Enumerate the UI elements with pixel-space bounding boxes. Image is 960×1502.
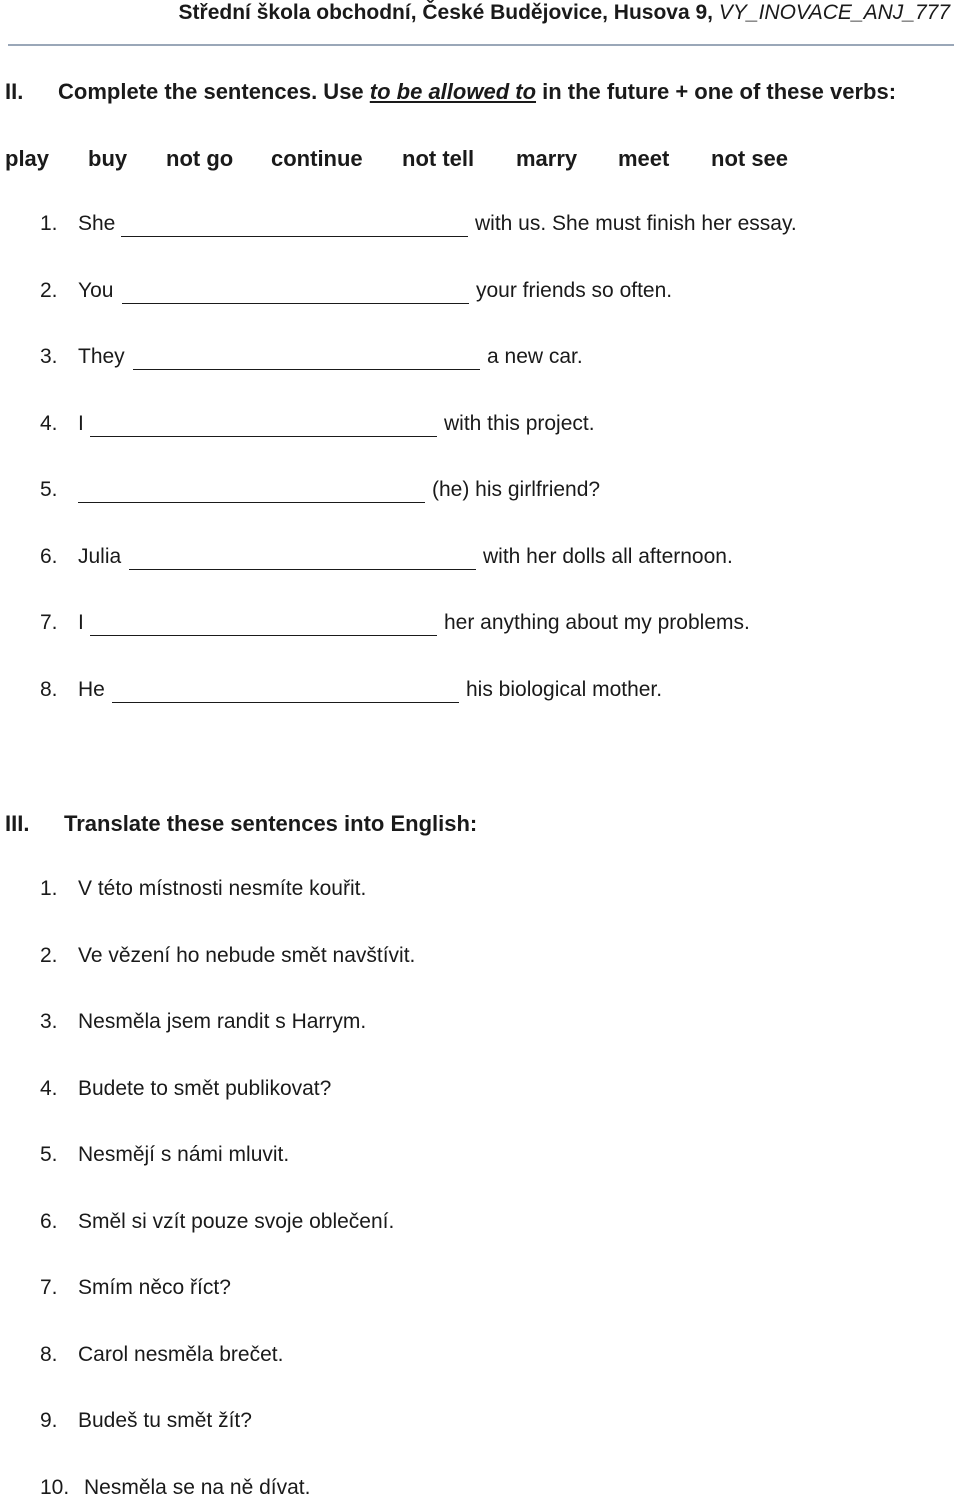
verb-play: play bbox=[5, 146, 50, 171]
translation-item bbox=[40, 1409, 252, 1433]
translation-item bbox=[40, 1077, 332, 1101]
item-number: 6. bbox=[40, 1210, 58, 1233]
translation-item bbox=[40, 1010, 367, 1034]
item-rest: with her dolls all afternoon. bbox=[483, 545, 733, 568]
item-rest: with us. She must finish her essay. bbox=[475, 212, 797, 235]
verb-continue: continue bbox=[271, 146, 363, 171]
item-number: 5. bbox=[40, 1143, 58, 1166]
header-code: VY_INOVACE_ANJ_777 bbox=[718, 1, 950, 24]
item-number: 4. bbox=[40, 412, 58, 435]
item-number: 3. bbox=[40, 345, 58, 368]
item-number: 1. bbox=[40, 877, 58, 900]
item-number: 7. bbox=[40, 611, 58, 634]
translation-item bbox=[40, 1143, 290, 1167]
exercise2-instruction-phrase: to be allowed to bbox=[369, 79, 537, 104]
translation-item bbox=[40, 1343, 284, 1367]
item-number: 7. bbox=[40, 1276, 58, 1299]
item-number: 6. bbox=[40, 545, 58, 568]
item-number: 1. bbox=[40, 212, 58, 235]
exercise2-heading bbox=[5, 79, 896, 105]
item-number: 8. bbox=[40, 1343, 58, 1366]
verb-marry: marry bbox=[516, 146, 578, 171]
item-text: Nesmějí s námi mluvit. bbox=[78, 1143, 290, 1166]
header-rule bbox=[8, 44, 954, 46]
item-subject: He bbox=[78, 678, 105, 701]
item-rest: a new car. bbox=[487, 345, 583, 368]
item-number: 5. bbox=[40, 478, 58, 501]
answer-blank[interactable] bbox=[129, 569, 476, 570]
answer-blank[interactable] bbox=[78, 502, 425, 503]
item-number: 2. bbox=[40, 944, 58, 967]
page-header bbox=[179, 1, 950, 25]
item-rest: her anything about my problems. bbox=[444, 611, 750, 634]
exercise3-instruction: Translate these sentences into English: bbox=[64, 811, 478, 836]
item-subject: They bbox=[78, 345, 125, 368]
translation-item bbox=[40, 944, 416, 968]
item-text: Ve vězení ho nebude smět navštívit. bbox=[78, 944, 416, 967]
item-rest: (he) his girlfriend? bbox=[432, 478, 601, 501]
item-number: 10. bbox=[40, 1476, 70, 1499]
verb-not-go: not go bbox=[166, 146, 234, 171]
item-number: 8. bbox=[40, 678, 58, 701]
answer-blank[interactable] bbox=[122, 303, 469, 304]
item-subject: I bbox=[78, 412, 84, 435]
item-subject: She bbox=[78, 212, 116, 235]
exercise3-heading bbox=[5, 811, 477, 837]
exercise2-instruction-pre: Complete the sentences. Use bbox=[58, 79, 370, 104]
item-rest: with this project. bbox=[444, 412, 595, 435]
item-rest: your friends so often. bbox=[476, 279, 673, 302]
verb-not-see: not see bbox=[711, 146, 789, 171]
verb-meet: meet bbox=[618, 146, 670, 171]
item-text: Směl si vzít pouze svoje oblečení. bbox=[78, 1210, 395, 1233]
translation-item bbox=[40, 1476, 311, 1500]
answer-blank[interactable] bbox=[121, 236, 468, 237]
answer-blank[interactable] bbox=[90, 436, 437, 437]
translation-item bbox=[40, 877, 367, 901]
item-text: Carol nesměla brečet. bbox=[78, 1343, 284, 1366]
header-school: Střední škola obchodní, České Budějovice, Husova 9, bbox=[178, 1, 714, 24]
exercise2-number: II. bbox=[5, 79, 24, 104]
item-number: 2. bbox=[40, 279, 58, 302]
answer-blank[interactable] bbox=[133, 369, 480, 370]
item-subject: I bbox=[78, 611, 84, 634]
item-text: V této místnosti nesmíte kouřit. bbox=[78, 877, 367, 900]
verb-buy: buy bbox=[88, 146, 128, 171]
item-subject: Julia bbox=[78, 545, 122, 568]
item-number: 9. bbox=[40, 1409, 58, 1432]
item-subject: You bbox=[78, 279, 114, 302]
item-number: 4. bbox=[40, 1077, 58, 1100]
item-text: Nesměla se na ně dívat. bbox=[84, 1476, 311, 1499]
exercise3-number: III. bbox=[5, 811, 30, 836]
item-text: Smím něco říct? bbox=[78, 1276, 231, 1299]
answer-blank[interactable] bbox=[112, 702, 459, 703]
translation-item bbox=[40, 1276, 231, 1300]
answer-blank[interactable] bbox=[90, 635, 437, 636]
translation-item bbox=[40, 1210, 395, 1234]
item-number: 3. bbox=[40, 1010, 58, 1033]
exercise2-instruction-post: in the future + one of these verbs: bbox=[536, 79, 897, 104]
item-text: Budete to smět publikovat? bbox=[78, 1077, 332, 1100]
item-text: Nesměla jsem randit s Harrym. bbox=[78, 1010, 367, 1033]
verb-not-tell: not tell bbox=[402, 146, 475, 171]
item-text: Budeš tu smět žít? bbox=[78, 1409, 252, 1432]
item-rest: his biological mother. bbox=[466, 678, 663, 701]
